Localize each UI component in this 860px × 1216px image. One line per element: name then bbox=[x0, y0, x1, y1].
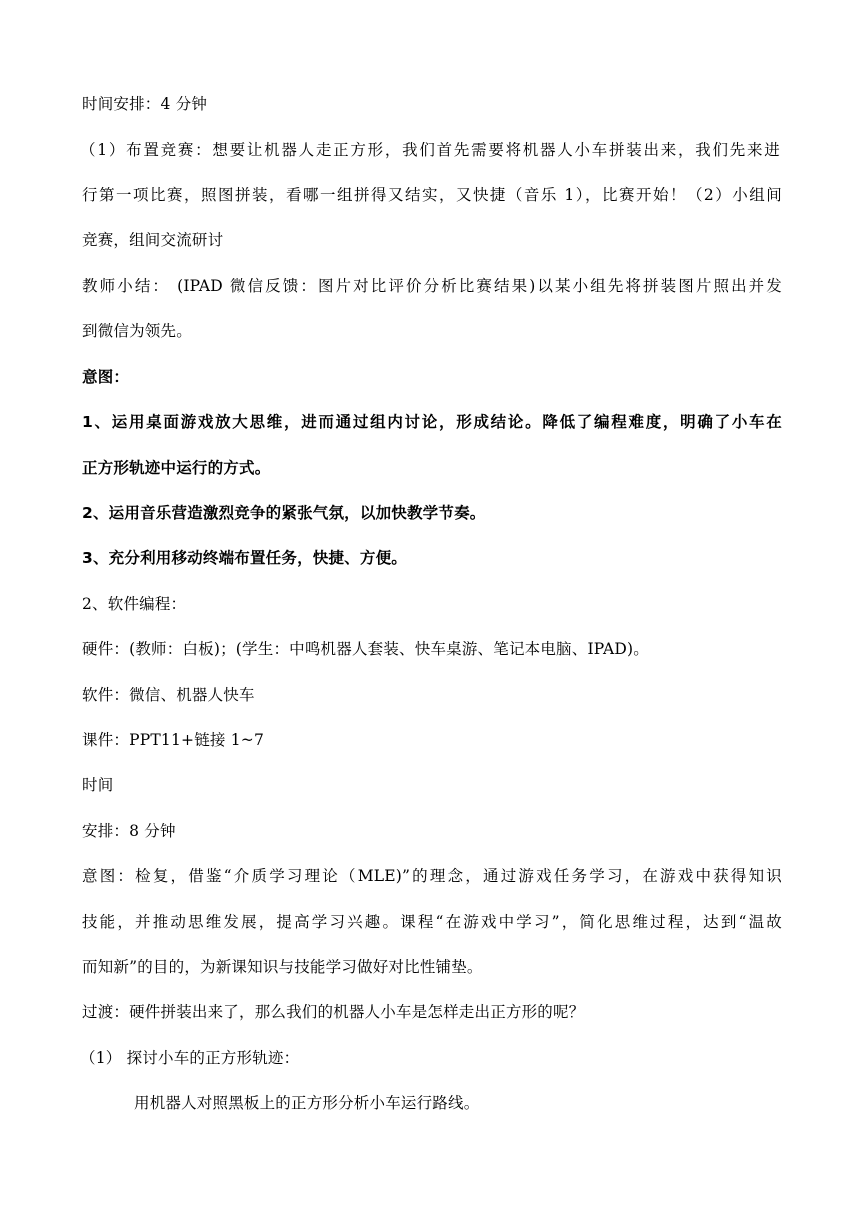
intent-heading: 意图： bbox=[82, 368, 130, 386]
time-arrangement-line: 时间安排：4 分钟 bbox=[82, 95, 208, 113]
arrangement-line: 安排：8 分钟 bbox=[82, 822, 176, 840]
time-label: 时间 bbox=[82, 776, 114, 794]
transition-line: 过渡：硬件拼装出来了，那么我们的机器人小车是怎样走出正方形的呢？ bbox=[82, 1003, 585, 1021]
competition-line-1: （1）布置竞赛：想要让机器人走正方形，我们首先需要将机器人小车拼装出来，我们先来进 bbox=[80, 141, 780, 159]
competition-line-2: 行第一项比赛，照图拼装，看哪一组拼得又结实，又快捷（音乐 1），比赛开始！（2）小组间 bbox=[82, 186, 782, 204]
competition-line-3: 竞赛，组间交流研讨 bbox=[82, 231, 224, 249]
teacher-summary-line-1: 教师小结： (IPAD 微信反馈：图片对比评价分析比赛结果)以某小组先将拼装图片照出并发 bbox=[82, 277, 782, 295]
software-line: 软件：微信、机器人快车 bbox=[82, 686, 255, 704]
intent-paragraph-line-1: 意图：检复，借鉴“介质学习理论（MLE)”的理念，通过游戏任务学习，在游戏中获得知识 bbox=[82, 867, 782, 885]
intent-item-1-line-1: 1、运用桌面游戏放大思维，进而通过组内讨论，形成结论。降低了编程难度，明确了小车在 bbox=[82, 413, 782, 431]
courseware-line: 课件：PPT11+链接 1~7 bbox=[82, 731, 265, 749]
intent-item-1-line-2: 正方形轨迹中运行的方式。 bbox=[82, 459, 271, 477]
intent-paragraph-line-3: 而知新”的目的，为新课知识与技能学习做好对比性铺垫。 bbox=[82, 958, 483, 976]
software-programming-heading: 2、软件编程： bbox=[82, 595, 187, 613]
explore-trajectory-heading: （1） 探讨小车的正方形轨迹： bbox=[80, 1049, 300, 1067]
hardware-line: 硬件：(教师：白板)；(学生：中鸣机器人套装、快车桌游、笔记本电脑、IPAD)。 bbox=[82, 640, 649, 658]
intent-paragraph-line-2: 技能，并推动思维发展，提高学习兴趣。课程“在游戏中学习”，简化思维过程，达到“温故 bbox=[82, 913, 782, 931]
teacher-summary-line-2: 到微信为领先。 bbox=[82, 322, 192, 340]
intent-item-3: 3、充分利用移动终端布置任务，快捷、方便。 bbox=[82, 549, 407, 567]
intent-item-2: 2、运用音乐营造激烈竞争的紧张气氛，以加快教学节奏。 bbox=[82, 504, 486, 522]
analysis-line: 用机器人对照黑板上的正方形分析小车运行路线。 bbox=[134, 1094, 480, 1112]
